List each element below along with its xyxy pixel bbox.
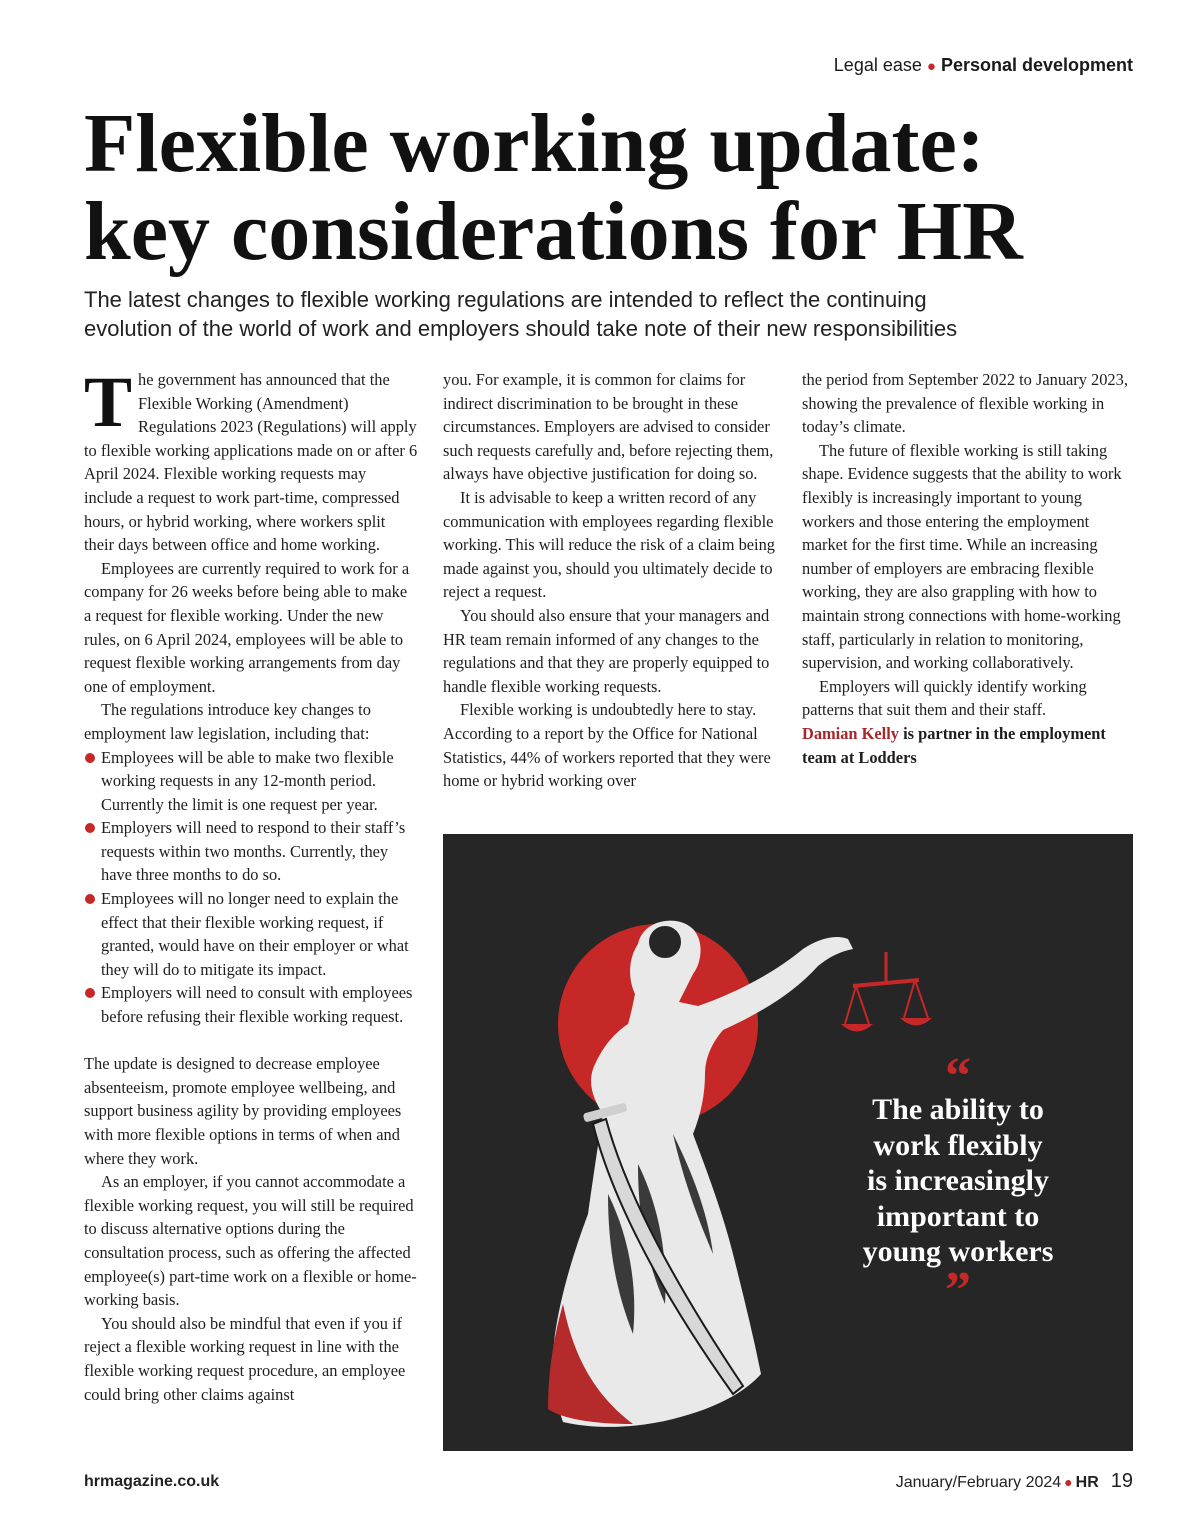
open-quote-icon: “ — [945, 1048, 971, 1105]
author-bio: is partner in the employment team at Lodders — [802, 723, 1106, 767]
paragraph: Flexible working is undoubtedly here to stay. According to a report by the Office for National Statistics, 44% of workers reported that they were home or hybrid working over — [443, 700, 771, 791]
paragraph: It is advisable to keep a written record of any communication with employees regarding flexible working. This will reduce the risk of a claim being made against you, should you ultimately decide to reject a request. — [443, 487, 775, 602]
paragraph: The update is designed to decrease employee absenteeism, promote employee wellbeing, and support business agility by providing employees with more flexible options in terms of when and where they work. — [84, 1054, 402, 1168]
paragraph — [84, 362, 418, 557]
paragraph-text: he government has announced that the Flexible Working (Amendment) Regulations 2023 (Regulations) will apply to flexible working applications made on or after 6 April 2024. Flexible working requests may include a request to work part-time, compressed hours, or hybrid working, where workers split their days between office and home working. — [84, 370, 418, 555]
column-1 — [84, 362, 418, 1406]
paragraph: You should also be mindful that even if you if reject a flexible working request in line with the flexible working request procedure, an employee could bring other claims against — [84, 1313, 406, 1404]
bullet-dot-icon — [85, 988, 95, 998]
page-number: 19 — [1110, 1470, 1133, 1492]
pull-quote-line: is increasingly — [867, 1164, 1049, 1197]
author-credit — [802, 722, 1132, 769]
list-item-text: Employees will no longer need to explain the effect that their flexible working request, if granted, would have on their employer or what they will do to mitigate its impact. — [101, 889, 409, 979]
drop-cap: T — [84, 362, 133, 442]
close-quote-icon: ” — [945, 1261, 971, 1319]
spacer — [84, 1029, 418, 1053]
paragraph: The future of flexible working is still taking shape. Evidence suggests that the ability to work flexibly is increasingly important to young workers and those entering the employment market for the first time. While an increasing number of employers are embracing flexible working, they are also grappling with how to maintain strong connections with home-working staff, particularly in relation to monitoring, supervision, and working collaboratively. — [802, 440, 1122, 673]
paragraph: As an employer, if you cannot accommodate a flexible working request, you will still be required to discuss alternative options during the consultation process, such as offering the affected employee(s) part-time work on a flexible or home-working basis. — [84, 1172, 417, 1310]
footer-website: hrmagazine.co.uk — [84, 1473, 220, 1490]
footer-issue-info — [896, 1470, 1133, 1493]
headline-line-1: Flexible working update: — [84, 97, 985, 190]
list-item-text: Employers will need to consult with employees before refusing their flexible working request. — [101, 983, 413, 1027]
list-item-text: Employees will be able to make two flexible working requests in any 12-month period. Currently the limit is one request per year. — [101, 747, 394, 814]
pull-quote-line: work flexibly — [873, 1128, 1043, 1162]
author-name: Damian Kelly — [802, 723, 899, 743]
paragraph: You should also ensure that your managers and HR team remain informed of any changes to the regulations and that they are properly equipped to handle flexible working requests. — [443, 605, 770, 696]
pull-quote-line: The ability to — [872, 1093, 1044, 1126]
list-item — [84, 981, 418, 1028]
pull-quote-line: important to — [876, 1199, 1040, 1233]
article-headline — [84, 97, 1144, 278]
column-2 — [443, 368, 777, 793]
standfirst-line-2: evolution of the world of work and employers should take note of their new responsibilities — [84, 316, 958, 341]
bullet-list — [84, 746, 418, 1029]
paragraph: Employers will quickly identify working patterns that suit them and their staff. — [802, 676, 1087, 720]
bullet-dot-icon — [85, 753, 95, 763]
list-item — [84, 746, 418, 817]
bullet-dot-icon: ● — [1064, 1474, 1073, 1490]
bullet-dot-icon — [85, 823, 95, 833]
issue-date: January/February 2024 — [895, 1474, 1062, 1491]
bullet-dot-icon — [85, 894, 95, 904]
paragraph: you. For example, it is common for claims for indirect discrimination to be brought in these circumstances. Employers are advised to consider such requests carefully and, before rejecting them, always have objective justification for doing so. — [443, 370, 774, 484]
paragraph: The regulations introduce key changes to employment law legislation, including that: — [84, 700, 371, 743]
list-item — [84, 816, 418, 887]
list-item — [84, 887, 418, 981]
lady-justice-illustration — [443, 834, 1133, 1451]
list-item-text: Employers will need to respond to their staff’s requests within two months. Currently, they have three months to do so. — [101, 818, 406, 885]
subsection-label: Personal development — [940, 55, 1133, 75]
paragraph: Employees are currently required to work for a company for 26 weeks before being able to make a request for flexible working. Under the new rules, on 6 April 2024, employees will be able to request flexible working arrangements from day one of employment. — [84, 558, 410, 696]
column-3 — [802, 368, 1132, 769]
standfirst — [84, 285, 1144, 343]
paragraph: the period from September 2022 to January 2023, showing the prevalence of flexible working in today’s climate. — [802, 370, 1128, 437]
standfirst-line-1: The latest changes to flexible working regulations are intended to reflect the continuing — [84, 287, 927, 312]
pull-quote-line: young workers — [862, 1235, 1054, 1268]
bullet-dot-icon: ● — [926, 58, 936, 75]
section-label: Legal ease — [833, 55, 922, 75]
section-tag — [834, 55, 1133, 76]
magazine-name: HR — [1075, 1474, 1099, 1491]
headline-line-2: key considerations for HR — [84, 185, 1023, 278]
pull-quote — [833, 1048, 1083, 1319]
